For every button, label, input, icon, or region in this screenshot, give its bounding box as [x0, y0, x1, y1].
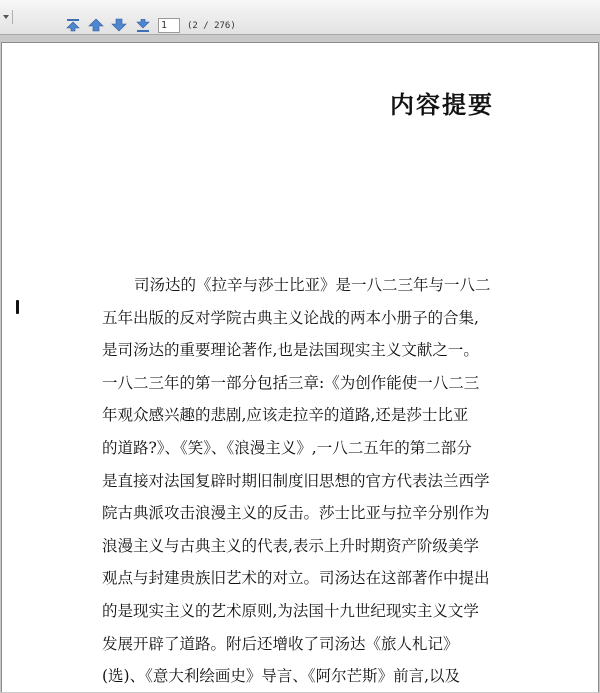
text-line: 院古典派攻击浪漫主义的反击。莎士比亚与拉辛分别作为: [102, 504, 490, 523]
text-line: 发展开辟了道路。附后还增收了司汤达《旅人札记》: [102, 634, 459, 653]
page-title: 内容提要: [390, 90, 494, 119]
first-page-icon[interactable]: [64, 17, 82, 33]
toolbar: [0, 0, 600, 35]
text-line: 浪漫主义与古典主义的代表,表示上升时期资产阶级美学: [102, 536, 479, 555]
last-page-icon[interactable]: [134, 17, 152, 33]
text-line: (选)、《意大利绘画史》导言、《阿尔芒斯》前言,以及: [102, 667, 461, 686]
text-line: 五年出版的反对学院古典主义论战的两本小册子的合集,: [102, 308, 479, 327]
text-line: 司汤达的《拉辛与莎士比亚》是一八二三年与一八二: [134, 276, 491, 294]
dropdown-caret-icon[interactable]: [0, 10, 13, 24]
text-line: 年观众感兴趣的悲剧,应该走拉辛的道路,还是莎士比亚: [102, 406, 469, 425]
document-viewer[interactable]: [0, 35, 600, 685]
margin-mark: [16, 300, 19, 314]
next-page-icon[interactable]: [110, 17, 128, 33]
page-count-label: (2 / 276): [187, 21, 236, 31]
text-line: 一八二三年的第一部分包括三章:《为创作能使一八二三: [102, 373, 480, 392]
text-line: 的是现实主义的艺术原则,为法国十九世纪现实主义文学: [102, 601, 479, 620]
text-line: 的道路?》、《笑》、《浪漫主义》,一八二五年的第二部分: [102, 438, 472, 457]
document-page: [1, 42, 599, 692]
body-text: [102, 269, 502, 693]
text-line: 观点与封建贵族旧艺术的对立。司汤达在这部著作中提出: [102, 569, 490, 588]
text-line: 是司汤达的重要理论著作,也是法国现实主义文献之一。: [102, 341, 479, 360]
text-line: 是直接对法国复辟时期旧制度旧思想的官方代表法兰西学: [102, 471, 490, 490]
previous-page-icon[interactable]: [87, 17, 105, 33]
page-number-input[interactable]: 1: [158, 18, 180, 33]
